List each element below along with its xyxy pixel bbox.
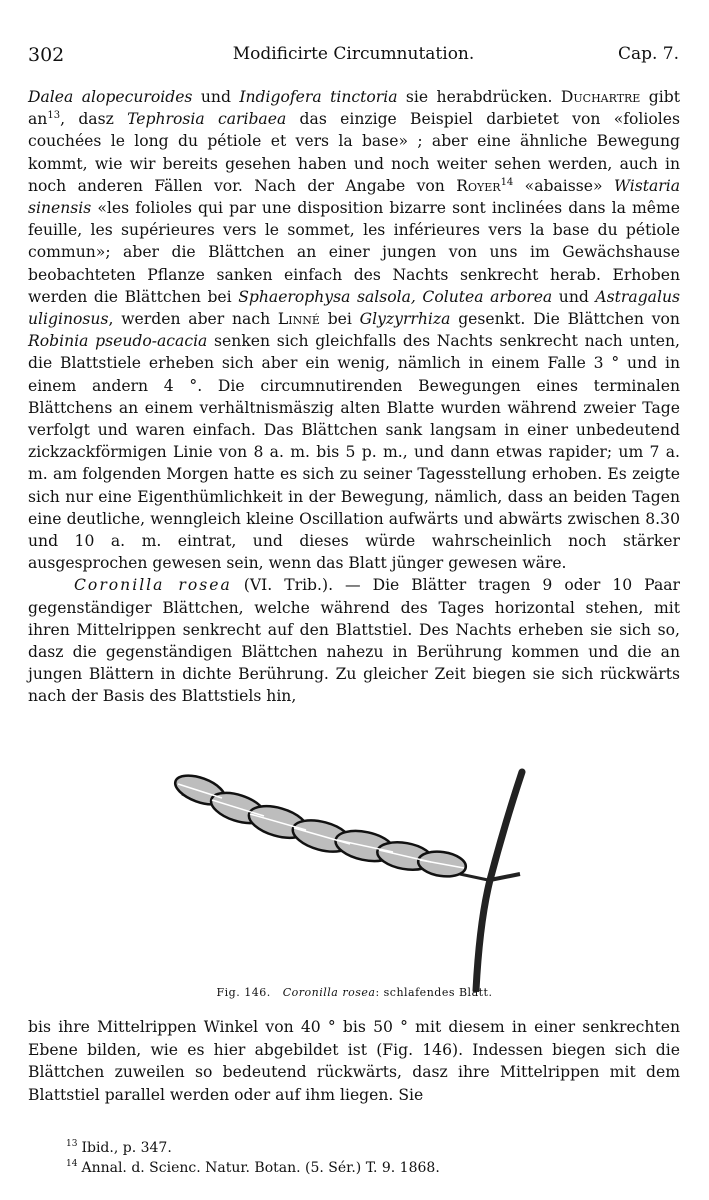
chapter-label: Cap. 7. — [617, 44, 679, 64]
species-name: Dalea alopecuroides — [28, 88, 193, 106]
leaflets — [171, 770, 467, 879]
species-name: Robinia pseudo-acacia — [28, 332, 208, 351]
paragraph-1 — [28, 86, 680, 574]
text-run: «les folioles qui par une disposition bizarre sont inclinées dans la même feuille, les supérieures vers le sommet, les inférieures vers la base du pétiole commun»; aber die Blättchen an einer jungen von uns im Gewächshause beobachteten Pflanze sanken einfach des Nachts senkrecht herab. Erhoben werden die Blättchen bei — [28, 199, 680, 306]
footnote-text: Ibid., p. 347. — [81, 1140, 172, 1156]
species-name: Tephrosia caribaea — [127, 110, 287, 129]
text-run: (VI. Trib.). — Die Blätter tragen 9 oder 10 Paar gegenständiger Blättchen, welche während des Tages horizontal stehen, mit ihren Mittelrippen senkrecht auf den Blattstiel. Des Nachts erheben sie sich so, dasz die gegenständigen Blättchen nahezu in Berührung kommen und die an jungen Blättern in dichte Berührung. Zu gleicher Zeit biegen sie sich rückwärts nach der Basis des Blattstiels hin, — [28, 576, 680, 706]
footnote-number: 14 — [66, 1159, 78, 1170]
species-name: Wistaria sinensis — [28, 176, 680, 218]
text-run: gibt an — [28, 88, 680, 129]
footnote-number: 13 — [66, 1139, 78, 1150]
footnote-13 — [66, 1138, 666, 1158]
page-number: 302 — [28, 44, 65, 66]
footnotes — [66, 1138, 666, 1178]
species-name: Indigofera tinctoria — [239, 88, 398, 106]
figure-description: : schlafendes Blatt. — [375, 986, 493, 999]
figure-label: Fig. 146. — [216, 986, 271, 999]
sleeping-leaf-illustration — [160, 762, 560, 992]
text-run: «abaisse» — [513, 176, 614, 195]
species-name: Astragalus uliginosus — [28, 287, 680, 329]
text-run: , werden aber nach — [108, 310, 278, 329]
text-run: und — [192, 88, 240, 106]
figure-species: Coronilla rosea — [282, 986, 376, 999]
paragraph-2 — [28, 574, 680, 707]
text-run: und — [552, 287, 596, 306]
main-text — [28, 86, 680, 708]
footnote-text: Annal. d. Scienc. Natur. Botan. (5. Sér.) T. 9. 1868. — [81, 1160, 440, 1176]
text-run: sie herabdrücken. — [397, 88, 561, 106]
text-run: , dasz — [60, 110, 128, 129]
running-title: Modificirte Circumnutation. — [232, 44, 475, 64]
author-name: Duchartre — [560, 88, 641, 106]
species-name: Glyzyrrhiza — [359, 310, 451, 329]
figure-caption — [0, 986, 709, 999]
footnote-14 — [66, 1158, 666, 1178]
text-run: bei — [319, 310, 360, 329]
footnote-ref-13: 13 — [47, 110, 61, 122]
paragraph-3: bis ihre Mittelrippen Winkel von 40 ° bis 50 ° mit diesem in einer senkrechten Ebene bilden, wie es hier abgebildet ist (Fig. 146). Indessen biegen sich die Blättchen zuweilen so bedeutend rückwärts, dasz ihre Mittelrippen mit dem Blattstiel parallel werden oder auf ihm liegen. Sie — [28, 1018, 680, 1104]
text-run: gesenkt. Die Blättchen von — [450, 310, 680, 329]
species-name: Sphaerophysa salsola, Colutea arborea — [238, 287, 553, 306]
author-name: Royer — [456, 176, 501, 195]
page-header — [28, 44, 679, 70]
footnote-ref-14: 14 — [500, 176, 514, 188]
petiole — [476, 772, 522, 990]
text-run: senken sich gleichfalls des Nachts senkrecht nach unten, die Blattstiele erheben sich aber ein wenig, nämlich in einem Falle 3 ° und in einem andern 4 °. Die circumnutirenden Bewegungen eines terminalen Blättchens an einem verhältnismäszig alten Blatte wurden während zweier Tage verfolgt und waren einfach. Das Blättchen sank langsam in einer unbedeutend zickzackförmigen Linie von 8 a. m. bis 5 p. m., und dann etwas rapider; um 7 a. m. am folgenden Morgen hatte es sich zu seiner Tagesstellung erhoben. Es zeigte sich nur eine Eigenthümlichkeit in der Bewegung, nämlich, dass an beiden Tagen eine deutliche, wenngleich kleine Oscillation aufwärts und abwärts zwischen 8.30 und 10 a. m. eintrat, und dieses würde wahrscheinlich noch stärker ausgesprochen gewesen sein, wenn das Blatt jünger gewesen wäre. — [28, 332, 680, 573]
text-run: das einzige Beispiel darbietet von «folioles couchées le long du pétiole et vers la base» ; aber eine ähnliche Bewegung kommt, wie wir bereits gesehen haben und noch weiter sehen werden, auch in noch anderen Fällen vor. Nach der Angabe von — [28, 110, 680, 195]
author-name: Linné — [277, 310, 320, 329]
species-heading: Coronilla rosea — [74, 576, 232, 595]
